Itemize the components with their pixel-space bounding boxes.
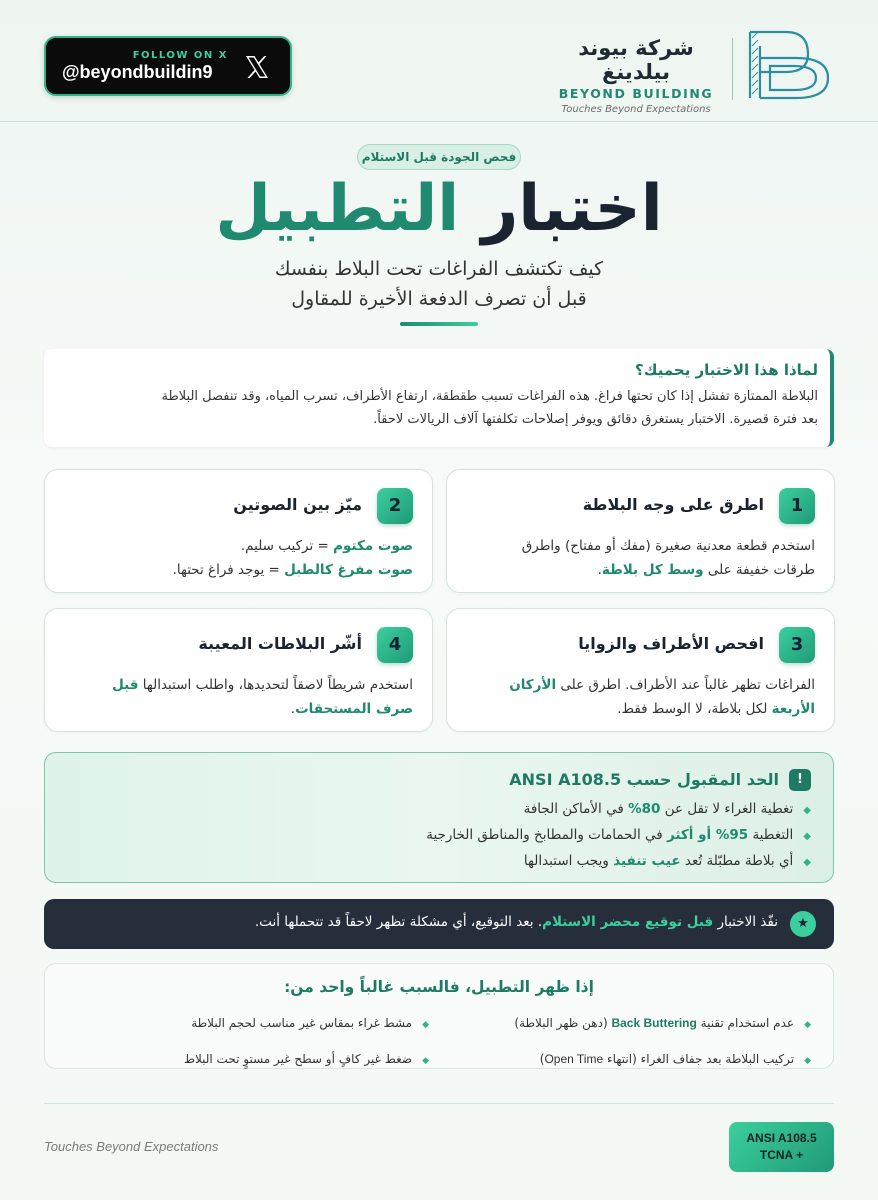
causes-box bbox=[44, 963, 834, 1069]
step-number: 1 bbox=[779, 488, 815, 524]
follow-label: FOLLOW ON X bbox=[132, 50, 228, 61]
category-pill: فحص الجودة قبل الاستلام bbox=[357, 144, 521, 170]
ansi-title: الحد المقبول حسب ANSI A108.5 bbox=[509, 770, 779, 789]
subtitle-line-2: قبل أن تصرف الدفعة الأخيرة للمقاول bbox=[291, 288, 587, 310]
list-item: ◆تركيب البلاطة بعد جفاف الغراء (انتهاء Open Time) bbox=[539, 1052, 811, 1066]
brand-tagline: Touches Beyond Expectations bbox=[561, 104, 711, 115]
ansi-list bbox=[426, 797, 811, 875]
step-body-line: الأربعة لكل بلاطة، لا الوسط فقط. bbox=[617, 701, 815, 717]
step-title: افحص الأطراف والزوايا bbox=[578, 634, 764, 653]
step-body bbox=[59, 534, 413, 582]
brand-divider bbox=[732, 38, 733, 100]
step-card-3 bbox=[446, 608, 835, 732]
step-body-line: استخدم قطعة معدنية صغيرة (مفك أو مفتاح) واطرق bbox=[521, 538, 815, 554]
star-icon: ★ bbox=[790, 911, 816, 937]
step-title: أشّر البلاطات المعيبة bbox=[198, 634, 362, 653]
brand-block bbox=[556, 36, 716, 115]
note-text: نفّذ الاختبار قبل توقيع محضر الاستلام. بعد التوقيع، أي مشكلة تظهر لاحقاً قد تتحملها أنت. bbox=[254, 914, 778, 930]
x-logo-icon bbox=[242, 52, 272, 82]
subtitle-line-1: كيف تكتشف الفراغات تحت البلاط بنفسك bbox=[274, 258, 604, 280]
ansi-standard-box bbox=[44, 752, 834, 883]
x-handle: @beyondbuildin9 bbox=[62, 62, 213, 82]
step-number: 2 bbox=[377, 488, 413, 524]
title-underline bbox=[400, 322, 478, 326]
footer-tagline: Touches Beyond Expectations bbox=[44, 1139, 219, 1154]
warning-icon: ! bbox=[789, 769, 811, 791]
step-body-line: الفراغات تظهر غالباً عند الأطراف. اطرق على الأركان bbox=[509, 677, 815, 693]
causes-list-left bbox=[184, 1006, 429, 1078]
title-word-2: التطبيل bbox=[215, 172, 460, 246]
step-card-4 bbox=[44, 608, 433, 732]
step-card-2 bbox=[44, 469, 433, 593]
why-body-line-1: البلاطة الممتازة تفشل إذا كان تحتها فراغ. هذه الفراغات تسبب طقطقة، ارتفاع الأطراف، تسرب المياه، وقد تنفصل البلاطة bbox=[161, 389, 818, 404]
list-item: ◆مشط غراء بمقاس غير مناسب لحجم البلاطة bbox=[191, 1016, 429, 1030]
step-title: اطرق على وجه البلاطة bbox=[582, 495, 764, 514]
badge-line-1: ANSI A108.5 bbox=[746, 1131, 817, 1145]
why-body-line-2: بعد فترة قصيرة. الاختبار يستغرق دقائق ويوفر إصلاحات تكلفتها آلاف الريالات لاحقاً. bbox=[373, 412, 818, 427]
brand-arabic-name: شركة بيوند بيلدينغ bbox=[578, 36, 694, 84]
page-subtitle bbox=[0, 254, 878, 314]
step-number: 3 bbox=[779, 627, 815, 663]
step-card-1 bbox=[446, 469, 835, 593]
list-item: ◆تغطية الغراء لا تقل عن 80% في الأماكن الجافة bbox=[523, 801, 811, 817]
step-title: ميّز بين الصوتين bbox=[233, 495, 362, 514]
causes-title: إذا ظهر التطبيل، فالسبب غالباً واحد من: bbox=[284, 978, 594, 996]
header bbox=[0, 0, 878, 122]
step-number: 4 bbox=[377, 627, 413, 663]
step-body bbox=[461, 673, 815, 721]
list-item: ◆أي بلاطة مطبّلة تُعد عيب تنفيذ ويجب استبدالها bbox=[523, 853, 811, 869]
step-body-line: استخدم شريطاً لاصقاً لتحديدها، واطلب استبدالها قبل bbox=[112, 677, 413, 693]
list-item: ◆التغطية 95% أو أكثر في الحمامات والمطابخ والمناطق الخارجية bbox=[426, 827, 811, 843]
follow-on-x-badge[interactable] bbox=[44, 36, 292, 96]
beyond-building-logo-icon bbox=[746, 28, 832, 102]
step-body-line: طرقات خفيفة على وسط كل بلاطة. bbox=[597, 562, 815, 578]
footer-divider bbox=[44, 1103, 834, 1104]
step-body-line: صوت مكتوم = تركيب سليم. bbox=[240, 538, 413, 554]
step-body-line: صوت مفرغ كالطبل = يوجد فراغ تحتها. bbox=[172, 562, 413, 578]
title-word-1: اختبار bbox=[481, 172, 663, 246]
step-body bbox=[461, 534, 815, 582]
badge-line-2: TCNA + bbox=[759, 1148, 804, 1162]
step-body bbox=[59, 673, 413, 721]
list-item: ◆ضغط غير كافٍ أو سطح غير مستوٍ تحت البلاط bbox=[183, 1052, 429, 1066]
warning-note bbox=[44, 899, 834, 949]
page-title bbox=[0, 172, 878, 246]
why-box bbox=[44, 349, 834, 447]
why-heading: لماذا هذا الاختبار يحميك؟ bbox=[635, 361, 818, 379]
step-body-line: صرف المستحقات. bbox=[290, 701, 413, 717]
list-item: ◆عدم استخدام تقنية Back Buttering (دهن ظهر البلاطة) bbox=[514, 1016, 811, 1030]
causes-list-right bbox=[514, 1006, 811, 1078]
brand-english-name: BEYOND BUILDING bbox=[558, 86, 714, 101]
standards-badge bbox=[729, 1122, 834, 1172]
